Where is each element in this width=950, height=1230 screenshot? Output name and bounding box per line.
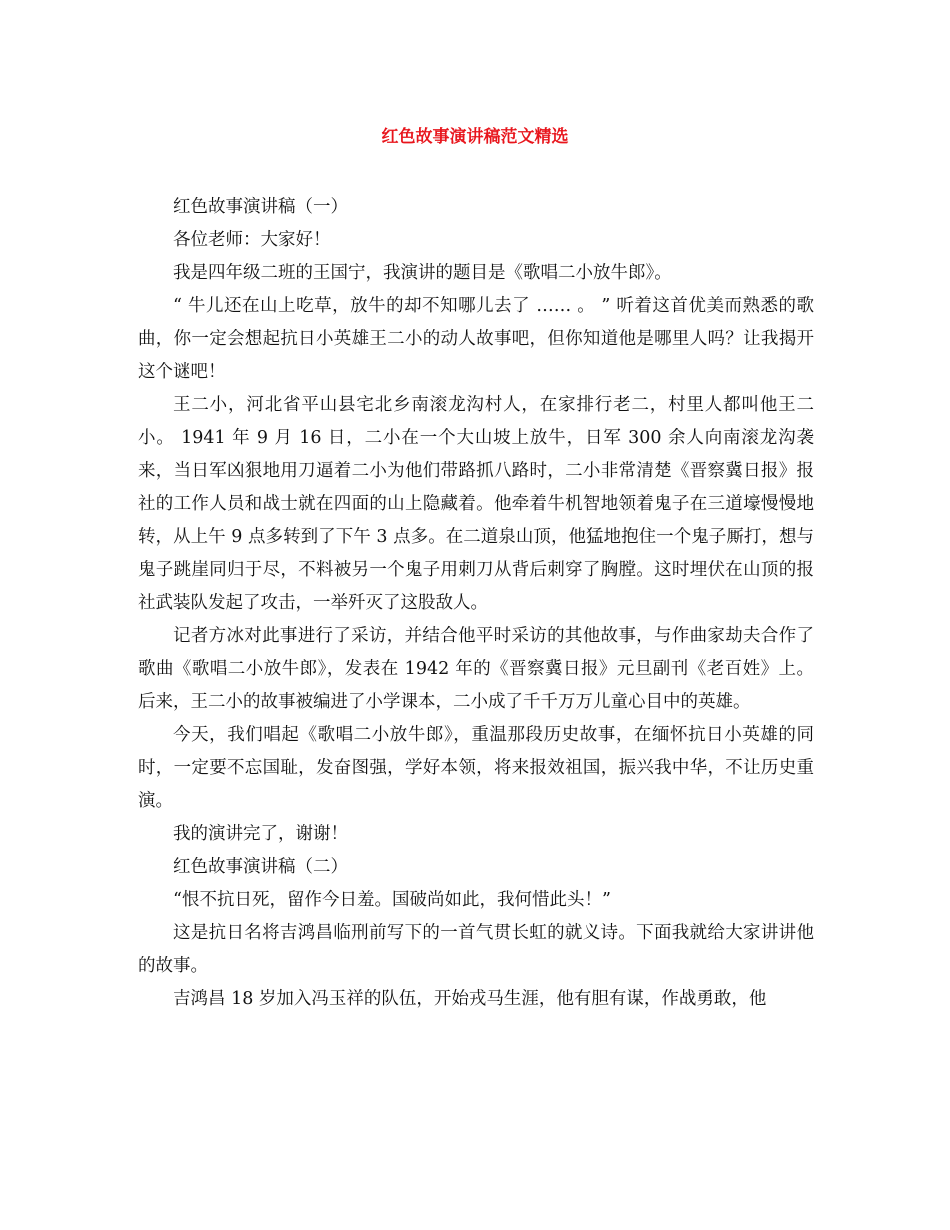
paragraph: 各位老师：大家好！: [173, 230, 331, 250]
paragraph: “恨不抗日死，留作今日羞。国破尚如此，我何惜此头！”: [173, 890, 611, 910]
paragraph: 吉鸿昌 18 岁加入冯玉祥的队伍，开始戎马生涯，他有胆有谋，作战勇敢，他: [173, 989, 767, 1009]
paragraph: 我的演讲完了，谢谢！: [173, 824, 348, 844]
paragraph: 红色故事演讲稿（二）: [173, 857, 348, 877]
document-title: 红色故事演讲稿范文精选: [381, 127, 569, 147]
paragraph: 今天，我们唱起《歌唱二小放牛郎》，重温那段历史故事，在缅怀抗日小英雄的同时，一定要不忘国耻，发奋图强，学好本领，将来报效祖国，振兴我中华，不让历史重演。: [138, 725, 814, 811]
document-body: [138, 191, 814, 1016]
paragraph: 红色故事演讲稿（一）: [173, 197, 348, 217]
paragraph: “ 牛儿还在山上吃草，放牛的却不知哪儿去了 …… 。 ” 听着这首优美而熟悉的歌曲，你一定会想起抗日小英雄王二小的动人故事吧，但你知道他是哪里人吗？让我揭开这个谜吧！: [138, 296, 814, 382]
paragraph: 记者方冰对此事进行了采访，并结合他平时采访的其他故事，与作曲家劫夫合作了歌曲《歌唱二小放牛郎》，发表在 1942 年的《晋察冀日报》元旦副刊《老百姓》上。后来，王二小的故事被编进了小学课本，二小成了千千万万儿童心目中的英雄。: [138, 626, 814, 712]
paragraph: 王二小，河北省平山县宅北乡南滚龙沟村人，在家排行老二，村里人都叫他王二小。 1941 年 9 月 16 日，二小在一个大山坡上放牛，日军 300 余人向南滚龙沟袭来，当日军凶狠地用刀逼着二小为他们带路抓八路时，二小非常清楚《晋察冀日报》报社的工作人员和战士就在四面的山上隐藏着。他牵着牛机智地领着鬼子在三道壕慢慢地转，从上午 9 点多转到了下午 3 点多。在二道泉山顶，他猛地抱住一个鬼子厮打，想与鬼子跳崖同归于尽，不料被另一个鬼子用刺刀从背后刺穿了胸膛。这时埋伏在山顶的报社武装队发起了攻击，一举歼灭了这股敌人。: [138, 395, 814, 613]
paragraph: 这是抗日名将吉鸿昌临刑前写下的一首气贯长虹的就义诗。下面我就给大家讲讲他的故事。: [138, 923, 814, 976]
paragraph: 我是四年级二班的王国宁，我演讲的题目是《歌唱二小放牛郎》。: [173, 263, 672, 283]
